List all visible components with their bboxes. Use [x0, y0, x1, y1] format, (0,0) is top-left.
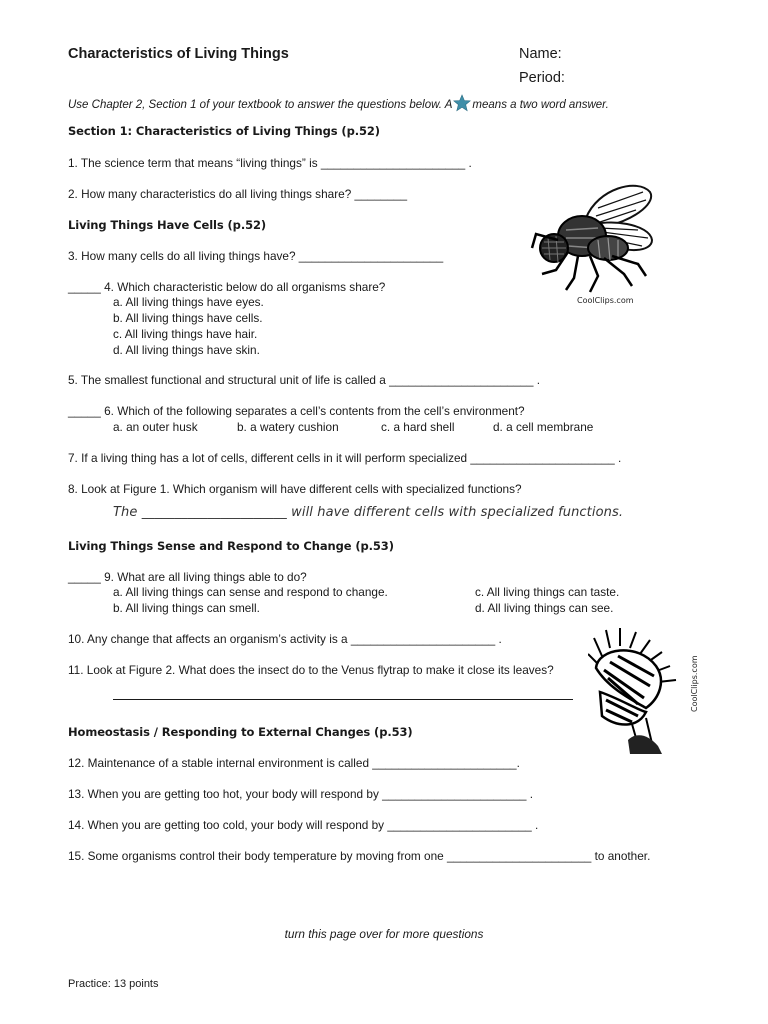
question-14: 14. When you are getting too cold, your body will respond by ______________________ .	[68, 818, 539, 832]
question-4: _____ 4. Which characteristic below do all organisms share?	[68, 280, 386, 294]
question-2: 2. How many characteristics do all living things share? ________	[68, 187, 408, 201]
question-13: 13. When you are getting too hot, your body will respond by ______________________ .	[68, 787, 534, 801]
question-7: 7. If a living thing has a lot of cells, different cells in it will perform specialized ______________________ .	[68, 451, 622, 465]
question-9-option-c: c. All living things can taste.	[475, 585, 620, 599]
question-10: 10. Any change that affects an organism’s activity is a ______________________ .	[68, 632, 502, 646]
fly-icon	[528, 178, 656, 306]
question-9-option-d: d. All living things can see.	[475, 601, 614, 615]
question-4-option-b: b. All living things have cells.	[113, 311, 263, 325]
question-4-option-c: c. All living things have hair.	[113, 327, 258, 341]
question-6-option-b: b. a watery cushion	[237, 420, 339, 434]
question-6-option-c: c. a hard shell	[381, 420, 455, 434]
name-label: Name:	[519, 46, 562, 62]
turn-over-note: turn this page over for more questions	[284, 927, 484, 941]
question-15: 15. Some organisms control their body temperature by moving from one ______________________ to another.	[68, 849, 651, 863]
fly-credit: CoolClips.com	[577, 296, 634, 305]
question-3: 3. How many cells do all living things have? ______________________	[68, 249, 444, 263]
instructions	[68, 94, 609, 112]
page-title: Characteristics of Living Things	[68, 46, 289, 62]
question-4-option-d: d. All living things have skin.	[113, 343, 260, 357]
question-11: 11. Look at Figure 2. What does the insect do to the Venus flytrap to make it close its leaves?	[68, 663, 554, 677]
instruction-text-end: means a two word answer.	[472, 99, 609, 111]
question-1: 1. The science term that means “living things” is ______________________ .	[68, 156, 472, 170]
question-9-option-b: b. All living things can smell.	[113, 601, 260, 615]
venus-flytrap-icon	[588, 628, 688, 756]
section-heading-2: Living Things Have Cells (p.52)	[68, 218, 267, 232]
question-4-option-a: a. All living things have eyes.	[113, 295, 264, 309]
question-6-option-a: a. an outer husk	[113, 420, 198, 434]
question-9-option-a: a. All living things can sense and respond to change.	[113, 585, 388, 599]
question-8: 8. Look at Figure 1. Which organism will have different cells with specialized functions?	[68, 482, 522, 496]
question-6-option-d: d. a cell membrane	[493, 420, 594, 434]
question-11-answer-line	[113, 699, 573, 700]
practice-points: Practice: 13 points	[68, 978, 159, 990]
period-label: Period:	[519, 70, 565, 86]
flytrap-credit: CoolClips.com	[690, 655, 699, 712]
question-6: _____ 6. Which of the following separates a cell’s contents from the cell’s environment?	[68, 404, 525, 418]
question-5: 5. The smallest functional and structural unit of life is called a ______________________ .	[68, 373, 540, 387]
instruction-text: Use Chapter 2, Section 1 of your textbook to answer the questions below. A	[68, 99, 453, 111]
section-heading-4: Homeostasis / Responding to External Changes (p.53)	[68, 725, 413, 739]
question-12: 12. Maintenance of a stable internal environment is called ______________________.	[68, 756, 520, 770]
section-heading-1: Section 1: Characteristics of Living Things (p.52)	[68, 124, 380, 138]
section-heading-3: Living Things Sense and Respond to Change (p.53)	[68, 539, 394, 553]
star-icon	[453, 94, 471, 112]
question-9: _____ 9. What are all living things able to do?	[68, 570, 307, 584]
question-8-answer-line: The ______________________ will have different cells with specialized functions.	[113, 505, 624, 520]
